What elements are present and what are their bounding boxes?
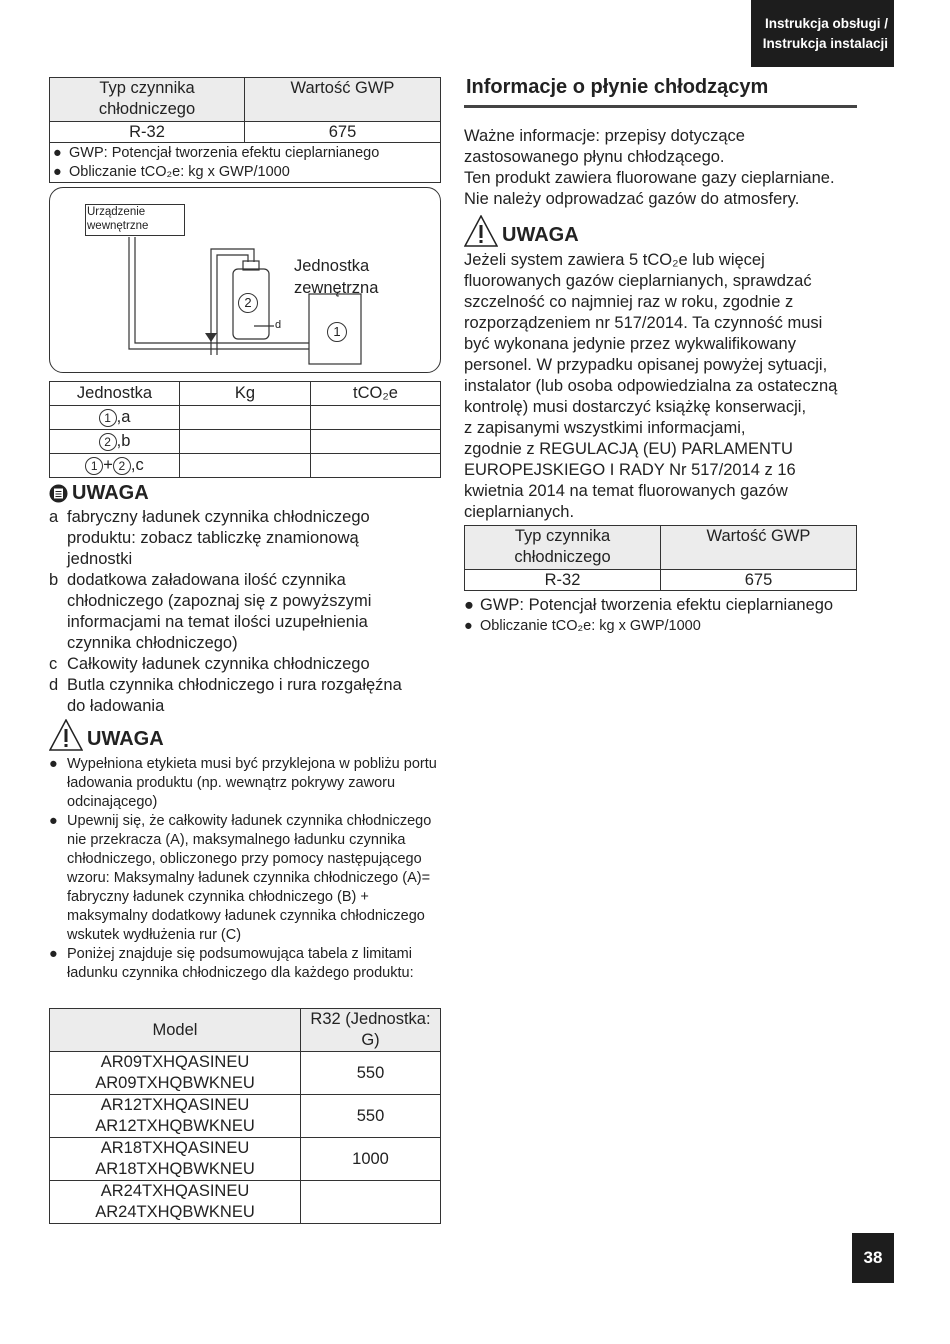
- pipe-label-d: d: [275, 319, 282, 331]
- warning-line: fluorowanych gazów cieplarnianych, sprawdzać: [464, 272, 812, 290]
- gwp-notes-right: ● GWP: Potencjał tworzenia efektu cieplarnianego ● Obliczanie tCO₂e: kg x GWP/1000: [464, 596, 834, 634]
- list-item: [49, 654, 404, 675]
- kg-cell: [180, 430, 311, 454]
- unit-cell: 1 + 2 ,c: [50, 454, 180, 478]
- model-cell: [50, 1095, 301, 1138]
- model-name: AR09TXHQASINEU: [100, 1053, 250, 1071]
- gwp-cell-value: 675: [661, 570, 857, 591]
- row-suffix: ,c: [130, 456, 144, 474]
- manual-title-tab: [751, 0, 894, 67]
- item-text: Butla czynnika chłodniczego i rura rozgałęźna do ładowania: [67, 676, 402, 715]
- tco2e-cell: [311, 430, 441, 454]
- charge-record-table: [49, 381, 441, 478]
- item-text: Poniżej znajduje się podsumowująca tabela z limitami ładunku czynnika chłodniczego dla każdego produktu:: [67, 946, 414, 981]
- model-name: AR18TXHQASINEU: [100, 1139, 250, 1157]
- model-cell: [50, 1052, 301, 1095]
- item-text: Całkowity ładunek czynnika chłodniczego: [67, 655, 370, 673]
- warning-heading-left: [49, 719, 164, 751]
- gwp-col-refrigerant: Typ czynnika chłodniczego: [50, 78, 245, 122]
- indoor-unit-label: Urządzenie wewnętrzne: [85, 204, 185, 236]
- kg-cell: [180, 406, 311, 430]
- table-row: [50, 1052, 441, 1095]
- gwp-cell-refrigerant: R-32: [465, 570, 661, 591]
- model-name: AR24TXHQASINEU: [100, 1182, 250, 1200]
- circle-marker: 2: [99, 433, 117, 451]
- col-model: Model: [50, 1009, 301, 1052]
- warning-line: zgodnie z REGULACJĄ (EU) PARLAMENTU: [464, 440, 793, 458]
- item-text: Upewnij się, że całkowity ładunek czynnika chłodniczego nie przekracza (A), maksymalnego ładunku czynnika chłodniczego, obliczonego przy pomocy następującego wzoru: Maksymalny ładunek czynnika chłodniczego (A)= fabryczny ładunek czynnika chłodniczego (B) + maksymalny dodatkowy ładunek czynnika chłodniczego wskutek wydłużenia rur (C): [67, 813, 432, 943]
- warning-text-right: [464, 250, 874, 523]
- item-label: b: [49, 571, 59, 589]
- gwp-cell-value: 675: [245, 122, 441, 143]
- warning-line: EUROPEJSKIEGO I RADY Nr 517/2014 z 16: [464, 461, 796, 479]
- cylinder-marker: 2: [238, 293, 258, 313]
- circle-marker: 2: [113, 457, 131, 475]
- warning-list-left: [49, 755, 443, 983]
- list-item: ● Upewnij się, że całkowity ładunek czynnika chłodniczego nie przekracza (A), maksymalnego ładunku czynnika chłodniczego, obliczonego przy pomocy następującego wzoru: Maksymalny ładunek czynnika chłodniczego (A)= fabryczny ładunek czynnika chłodniczego (B) + maksymalny dodatkowy ładunek czynnika chłodniczego wskutek wydłużenia rur (C): [49, 812, 443, 945]
- kg-cell: [180, 454, 311, 478]
- table-row: [50, 430, 441, 454]
- warning-triangle-icon: [49, 719, 83, 751]
- intro-line: Ważne informacje: przepisy dotyczące: [464, 127, 745, 145]
- note-icon: [49, 484, 68, 503]
- gwp-cell-refrigerant: R-32: [50, 122, 245, 143]
- warning-line: kontrolę) musi dostarczyć książkę konserwacji,: [464, 398, 807, 416]
- outdoor-unit-label: Jednostka zewnętrzna: [294, 257, 379, 297]
- gwp-table-left: [49, 77, 441, 143]
- section-title: Informacje o płynie chłodzącym: [466, 76, 769, 98]
- page-number: 38: [852, 1233, 894, 1283]
- table-row: [50, 1095, 441, 1138]
- gwp-col-value: Wartość GWP: [245, 78, 441, 122]
- model-name: AR12TXHQBWKNEU: [95, 1117, 255, 1135]
- note-gwp-definition: GWP: Potencjał tworzenia efektu cieplarnianego: [69, 145, 380, 161]
- item-text: fabryczny ładunek czynnika chłodniczego produktu: zobacz tabliczkę znamionową jednostki: [67, 508, 370, 568]
- gwp-notes-left: ● GWP: Potencjał tworzenia efektu cieplarnianego ● Obliczanie tCO₂e: kg x GWP/1000: [49, 143, 441, 183]
- item-text: dodatkowa załadowana ilość czynnika chłodniczego (zapoznaj się z powyższymi informacjami na temat ilości uzupełnienia czynnika chłodniczego): [67, 571, 372, 652]
- warning-heading-text: UWAGA: [87, 728, 164, 750]
- tco2e-cell: [311, 406, 441, 430]
- gwp-col-refrigerant: Typ czynnika chłodniczego: [465, 526, 661, 570]
- warning-line: kwietnia 2014 na temat fluorowanych gazów: [464, 482, 788, 500]
- warning-line: personel. W przypadku opisanej powyżej sytuacji,: [464, 356, 828, 374]
- list-item: [49, 570, 404, 654]
- col-tco2e: tCO₂e: [311, 382, 441, 406]
- unit-cell: [50, 430, 180, 454]
- model-name: AR12TXHQASINEU: [100, 1096, 250, 1114]
- refrigerant-diagram: [49, 187, 441, 373]
- note-heading-text: UWAGA: [72, 482, 149, 504]
- unit-cell: [50, 406, 180, 430]
- item-label: a: [49, 508, 59, 526]
- warning-line: być wykonana jedynie przez wykwalifikowany: [464, 335, 796, 353]
- intro-text: [464, 126, 864, 210]
- table-row: [50, 1138, 441, 1181]
- model-name: AR09TXHQBWKNEU: [95, 1074, 255, 1092]
- note-tco2e-formula: Obliczanie tCO₂e: kg x GWP/1000: [480, 618, 701, 634]
- gwp-col-value: Wartość GWP: [661, 526, 857, 570]
- title-rule: [464, 105, 857, 108]
- charge-cell: 550: [301, 1052, 441, 1095]
- circle-marker: 1: [85, 457, 103, 475]
- warning-triangle-icon: [464, 215, 498, 247]
- model-cell: [50, 1181, 301, 1224]
- model-name: AR18TXHQBWKNEU: [95, 1160, 255, 1178]
- list-item: [49, 675, 404, 717]
- item-label: c: [49, 655, 58, 673]
- model-charge-table: [49, 1008, 441, 1224]
- table-row: [50, 406, 441, 430]
- list-item: ● Wypełniona etykieta musi być przyklejona w pobliżu portu ładowania produktu (np. wewnątrz pokrywy zaworu odcinającego): [49, 755, 443, 812]
- note-tco2e-formula: Obliczanie tCO₂e: kg x GWP/1000: [69, 164, 290, 180]
- manual-title-line1: Instrukcja obsługi /: [764, 16, 888, 31]
- manual-title-line2: Instrukcja instalacji: [762, 36, 888, 51]
- charge-cell: 550: [301, 1095, 441, 1138]
- row-suffix: ,b: [116, 432, 131, 450]
- list-item: ● Poniżej znajduje się podsumowująca tabela z limitami ładunku czynnika chłodniczego dla każdego produktu:: [49, 945, 443, 983]
- warning-line: Jeżeli system zawiera 5 tCO₂e lub więcej: [464, 251, 765, 269]
- row-suffix: ,a: [116, 408, 131, 426]
- tco2e-cell: [311, 454, 441, 478]
- item-text: Wypełniona etykieta musi być przyklejona w pobliżu portu ładowania produktu (np. wewnątrz pokrywy zaworu odcinającego): [67, 756, 437, 810]
- model-name: AR24TXHQBWKNEU: [95, 1203, 255, 1221]
- model-cell: [50, 1138, 301, 1181]
- intro-line: zastosowanego płynu chłodzącego.: [464, 148, 725, 166]
- intro-line: Ten produkt zawiera fluorowane gazy cieplarniane.: [464, 169, 835, 187]
- charge-cell: 1000: [301, 1138, 441, 1181]
- warning-heading-right: [464, 215, 579, 247]
- gwp-table-right: [464, 525, 857, 591]
- intro-line: Nie należy odprowadzać gazów do atmosfery.: [464, 190, 800, 208]
- col-r32-charge: R32 (Jednostka: G): [301, 1009, 441, 1052]
- warning-line: rozporządzeniem nr 517/2014. Ta czynność musi: [464, 314, 823, 332]
- col-unit: Jednostka: [50, 382, 180, 406]
- warning-heading-text: UWAGA: [502, 224, 579, 246]
- item-label: d: [49, 676, 59, 694]
- warning-line: szczelność co najmniej raz w roku, zgodnie z: [464, 293, 794, 311]
- table-row: [50, 1181, 441, 1224]
- charge-cell: [301, 1181, 441, 1224]
- note-list: [49, 507, 404, 717]
- outdoor-unit-marker: 1: [327, 322, 347, 342]
- circle-marker: 1: [99, 409, 117, 427]
- list-item: [49, 507, 404, 570]
- table-row: [50, 454, 441, 478]
- note-gwp-definition: GWP: Potencjał tworzenia efektu cieplarnianego: [480, 596, 834, 614]
- warning-line: z zapisanymi wszystkimi informacjami,: [464, 419, 746, 437]
- col-kg: Kg: [180, 382, 311, 406]
- warning-line: instalator (lub osoba odpowiedzialna za ostateczną: [464, 377, 838, 395]
- warning-line: cieplarnianych.: [464, 503, 575, 521]
- note-heading: [49, 482, 149, 505]
